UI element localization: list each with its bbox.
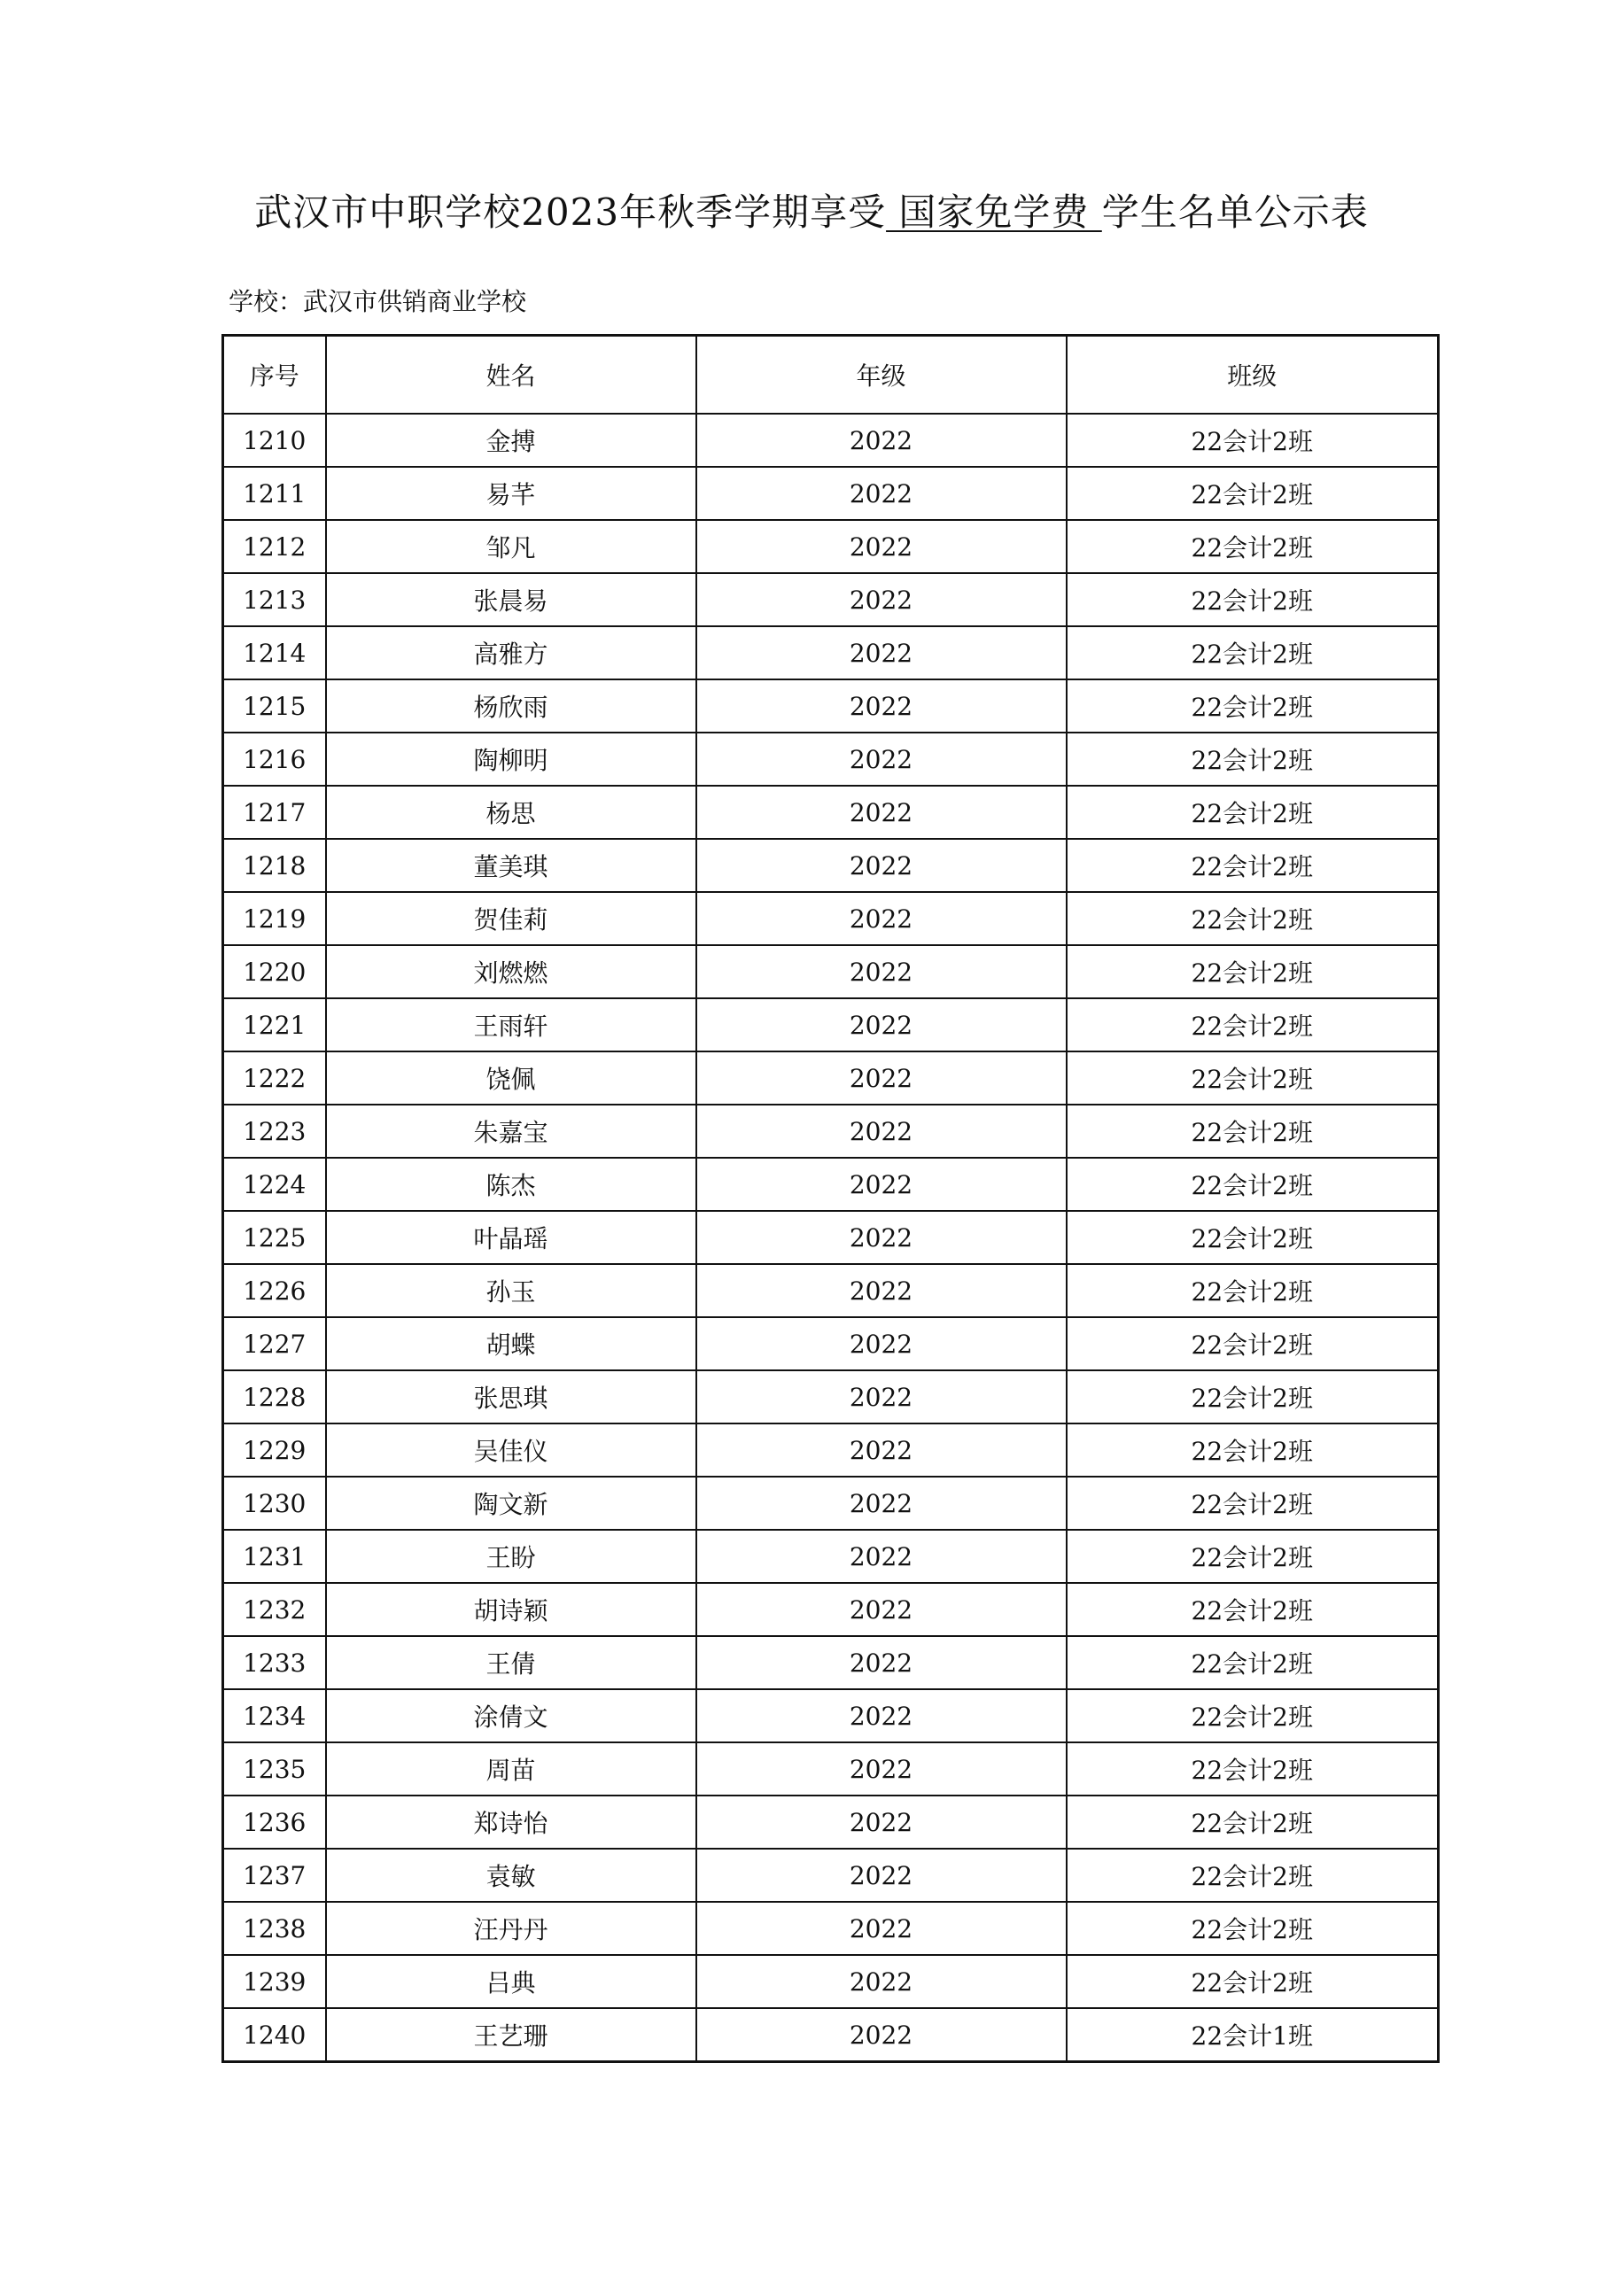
cell-grade: 2022 (696, 573, 1067, 626)
cell-name: 涂倩文 (326, 1689, 696, 1742)
cell-class: 22会计2班 (1067, 414, 1439, 467)
cell-class: 22会计2班 (1067, 1370, 1439, 1423)
cell-grade: 2022 (696, 1264, 1067, 1317)
cell-index: 1235 (223, 1742, 326, 1796)
table-row (223, 1530, 1439, 1583)
cell-name: 周苗 (326, 1742, 696, 1796)
cell-grade: 2022 (696, 1796, 1067, 1849)
header-index: 序号 (223, 336, 326, 415)
cell-name: 陶柳明 (326, 733, 696, 786)
cell-index: 1212 (223, 520, 326, 573)
cell-name: 胡诗颖 (326, 1583, 696, 1636)
cell-index: 1221 (223, 998, 326, 1051)
cell-index: 1215 (223, 679, 326, 733)
cell-name: 郑诗怡 (326, 1796, 696, 1849)
cell-grade: 2022 (696, 1051, 1067, 1105)
cell-grade: 2022 (696, 839, 1067, 892)
cell-index: 1231 (223, 1530, 326, 1583)
title-prefix: 武汉市中职学校2023年秋季学期享受 (254, 190, 887, 234)
cell-class: 22会计2班 (1067, 1583, 1439, 1636)
cell-class: 22会计2班 (1067, 945, 1439, 998)
cell-class: 22会计2班 (1067, 1051, 1439, 1105)
cell-name: 朱嘉宝 (326, 1105, 696, 1158)
cell-name: 高雅方 (326, 626, 696, 679)
cell-grade: 2022 (696, 2008, 1067, 2062)
cell-grade: 2022 (696, 1583, 1067, 1636)
cell-index: 1234 (223, 1689, 326, 1742)
cell-grade: 2022 (696, 892, 1067, 945)
table-row (223, 786, 1439, 839)
table-row (223, 1796, 1439, 1849)
cell-class: 22会计2班 (1067, 1211, 1439, 1264)
cell-name: 邹凡 (326, 520, 696, 573)
cell-index: 1214 (223, 626, 326, 679)
cell-name: 张晨易 (326, 573, 696, 626)
cell-name: 陈杰 (326, 1158, 696, 1211)
cell-class: 22会计2班 (1067, 1636, 1439, 1689)
title-suffix: 学生名单公示表 (1101, 190, 1369, 234)
cell-index: 1220 (223, 945, 326, 998)
table-row (223, 1955, 1439, 2008)
cell-name: 胡蝶 (326, 1317, 696, 1370)
cell-grade: 2022 (696, 1317, 1067, 1370)
cell-index: 1232 (223, 1583, 326, 1636)
table-row (223, 998, 1439, 1051)
table-row (223, 1317, 1439, 1370)
table-row (223, 1264, 1439, 1317)
table-row (223, 892, 1439, 945)
cell-grade: 2022 (696, 1955, 1067, 2008)
cell-class: 22会计2班 (1067, 1796, 1439, 1849)
cell-index: 1228 (223, 1370, 326, 1423)
cell-index: 1213 (223, 573, 326, 626)
cell-class: 22会计2班 (1067, 1317, 1439, 1370)
table-row (223, 945, 1439, 998)
cell-grade: 2022 (696, 467, 1067, 520)
table-row (223, 1689, 1439, 1742)
cell-name: 饶佩 (326, 1051, 696, 1105)
cell-name: 王倩 (326, 1636, 696, 1689)
cell-index: 1239 (223, 1955, 326, 2008)
cell-index: 1210 (223, 414, 326, 467)
cell-class: 22会计2班 (1067, 520, 1439, 573)
cell-class: 22会计2班 (1067, 892, 1439, 945)
cell-index: 1217 (223, 786, 326, 839)
cell-index: 1233 (223, 1636, 326, 1689)
cell-grade: 2022 (696, 1849, 1067, 1902)
header-name: 姓名 (326, 336, 696, 415)
cell-class: 22会计2班 (1067, 1902, 1439, 1955)
cell-grade: 2022 (696, 1370, 1067, 1423)
cell-index: 1226 (223, 1264, 326, 1317)
table-row (223, 573, 1439, 626)
cell-name: 贺佳莉 (326, 892, 696, 945)
table-row (223, 414, 1439, 467)
cell-index: 1237 (223, 1849, 326, 1902)
cell-grade: 2022 (696, 945, 1067, 998)
cell-class: 22会计2班 (1067, 1423, 1439, 1477)
school-label: 学校：武汉市供销商业学校 (229, 287, 527, 316)
cell-class: 22会计2班 (1067, 998, 1439, 1051)
table-row (223, 679, 1439, 733)
table-row (223, 2008, 1439, 2062)
cell-class: 22会计2班 (1067, 1849, 1439, 1902)
cell-name: 叶晶瑶 (326, 1211, 696, 1264)
cell-name: 袁敏 (326, 1849, 696, 1902)
table-row (223, 1902, 1439, 1955)
cell-class: 22会计2班 (1067, 573, 1439, 626)
cell-index: 1222 (223, 1051, 326, 1105)
cell-grade: 2022 (696, 733, 1067, 786)
title-underlined: 国家免学费 (886, 190, 1102, 234)
table-row (223, 1849, 1439, 1902)
table-row (223, 839, 1439, 892)
cell-grade: 2022 (696, 1636, 1067, 1689)
cell-name: 王雨轩 (326, 998, 696, 1051)
table-row (223, 1636, 1439, 1689)
cell-grade: 2022 (696, 1477, 1067, 1530)
cell-name: 陶文新 (326, 1477, 696, 1530)
cell-name: 杨欣雨 (326, 679, 696, 733)
cell-index: 1229 (223, 1423, 326, 1477)
table-row (223, 1583, 1439, 1636)
cell-class: 22会计2班 (1067, 1689, 1439, 1742)
cell-class: 22会计2班 (1067, 679, 1439, 733)
cell-name: 金搏 (326, 414, 696, 467)
cell-class: 22会计2班 (1067, 1105, 1439, 1158)
cell-name: 王艺珊 (326, 2008, 696, 2062)
cell-name: 易芊 (326, 467, 696, 520)
cell-name: 吴佳仪 (326, 1423, 696, 1477)
table-header-row (223, 336, 1439, 415)
cell-name: 董美琪 (326, 839, 696, 892)
cell-grade: 2022 (696, 1158, 1067, 1211)
cell-class: 22会计2班 (1067, 1264, 1439, 1317)
table-row (223, 1158, 1439, 1211)
table-row (223, 1423, 1439, 1477)
table-row (223, 1051, 1439, 1105)
cell-index: 1236 (223, 1796, 326, 1849)
table-row (223, 1477, 1439, 1530)
cell-class: 22会计1班 (1067, 2008, 1439, 2062)
cell-class: 22会计2班 (1067, 1158, 1439, 1211)
table-row (223, 733, 1439, 786)
cell-class: 22会计2班 (1067, 467, 1439, 520)
page-title (0, 177, 1623, 248)
header-grade: 年级 (696, 336, 1067, 415)
cell-grade: 2022 (696, 1902, 1067, 1955)
cell-index: 1219 (223, 892, 326, 945)
cell-grade: 2022 (696, 1105, 1067, 1158)
cell-index: 1227 (223, 1317, 326, 1370)
cell-name: 汪丹丹 (326, 1902, 696, 1955)
cell-grade: 2022 (696, 1689, 1067, 1742)
cell-grade: 2022 (696, 626, 1067, 679)
cell-index: 1240 (223, 2008, 326, 2062)
cell-grade: 2022 (696, 998, 1067, 1051)
cell-class: 22会计2班 (1067, 626, 1439, 679)
cell-index: 1238 (223, 1902, 326, 1955)
table-row (223, 1742, 1439, 1796)
cell-grade: 2022 (696, 520, 1067, 573)
cell-grade: 2022 (696, 786, 1067, 839)
student-table (221, 334, 1440, 2063)
cell-name: 杨思 (326, 786, 696, 839)
cell-name: 刘燃燃 (326, 945, 696, 998)
cell-index: 1223 (223, 1105, 326, 1158)
cell-index: 1218 (223, 839, 326, 892)
table-row (223, 626, 1439, 679)
cell-class: 22会计2班 (1067, 839, 1439, 892)
cell-name: 王盼 (326, 1530, 696, 1583)
cell-name: 孙玉 (326, 1264, 696, 1317)
cell-grade: 2022 (696, 1423, 1067, 1477)
cell-class: 22会计2班 (1067, 1742, 1439, 1796)
cell-grade: 2022 (696, 1211, 1067, 1264)
cell-class: 22会计2班 (1067, 1477, 1439, 1530)
cell-class: 22会计2班 (1067, 1530, 1439, 1583)
cell-index: 1230 (223, 1477, 326, 1530)
cell-class: 22会计2班 (1067, 786, 1439, 839)
cell-class: 22会计2班 (1067, 733, 1439, 786)
header-class: 班级 (1067, 336, 1439, 415)
cell-name: 张思琪 (326, 1370, 696, 1423)
cell-index: 1225 (223, 1211, 326, 1264)
cell-class: 22会计2班 (1067, 1955, 1439, 2008)
table-row (223, 1370, 1439, 1423)
cell-index: 1224 (223, 1158, 326, 1211)
cell-grade: 2022 (696, 1530, 1067, 1583)
cell-grade: 2022 (696, 414, 1067, 467)
table-row (223, 1211, 1439, 1264)
cell-grade: 2022 (696, 679, 1067, 733)
table-row (223, 1105, 1439, 1158)
cell-name: 吕典 (326, 1955, 696, 2008)
table-row (223, 520, 1439, 573)
cell-index: 1211 (223, 467, 326, 520)
cell-grade: 2022 (696, 1742, 1067, 1796)
table-row (223, 467, 1439, 520)
cell-index: 1216 (223, 733, 326, 786)
